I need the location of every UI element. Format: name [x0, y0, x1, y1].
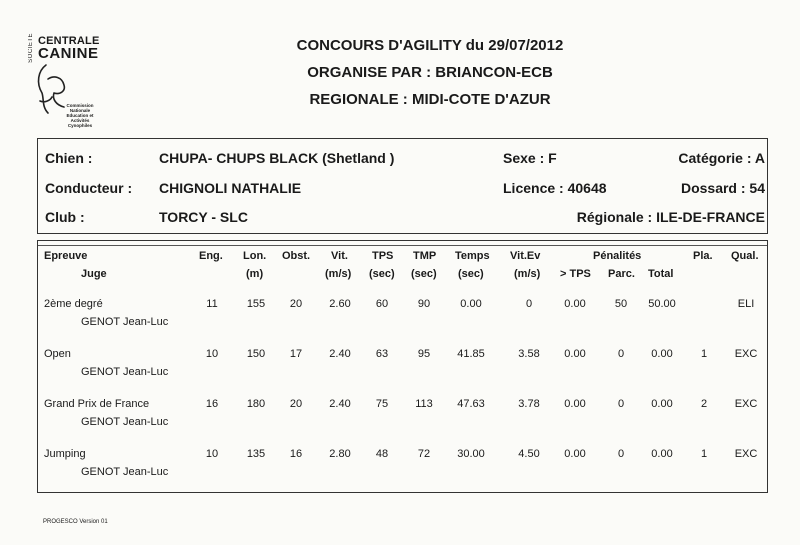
cell-tps: 48	[375, 448, 389, 460]
header-pen-parc: Parc.	[608, 268, 635, 280]
cell-eng: 11	[206, 298, 218, 310]
logo-vertical-text: SOCIETE	[28, 33, 34, 63]
cell-qual: ELI	[737, 298, 755, 310]
cell-obst: 20	[289, 298, 303, 310]
dog-category: Catégorie : A	[678, 150, 765, 166]
header-tmp: TMP	[413, 250, 437, 262]
header-pla: Pla.	[693, 250, 713, 262]
header-vitev-unit: (m/s)	[514, 268, 541, 280]
organizer-line: ORGANISE PAR : BRIANCON-ECB	[307, 64, 553, 81]
header-tmp-unit: (sec)	[411, 268, 437, 280]
cell-vit: 2.40	[329, 398, 351, 410]
row-epreuve: Jumping	[44, 448, 86, 460]
header-obst: Obst.	[282, 250, 311, 262]
header-divider	[38, 245, 767, 246]
cell-pla: 1	[700, 348, 708, 360]
cell-tmp: 95	[417, 348, 431, 360]
header-temps-unit: (sec)	[458, 268, 484, 280]
cell-vitev: 3.78	[518, 398, 540, 410]
header-penalites: Pénalités	[593, 250, 642, 262]
row-juge: GENOT Jean-Luc	[81, 316, 169, 328]
label-chien: Chien :	[45, 150, 93, 166]
logo-line1: CENTRALE	[38, 35, 100, 47]
row-epreuve: 2ème degré	[44, 298, 103, 310]
cell-pen-total: 0.00	[651, 398, 673, 410]
header-tps-unit: (sec)	[369, 268, 395, 280]
societe-centrale-canine-logo	[28, 33, 100, 135]
cell-vitev: 4.50	[518, 448, 540, 460]
dog-name: CHUPA- CHUPS BLACK (Shetland )	[159, 150, 395, 166]
handler-name: CHIGNOLI NATHALIE	[159, 180, 302, 196]
cell-eng: 16	[205, 398, 219, 410]
header-pen-tps: > TPS	[560, 268, 591, 280]
cell-lon: 155	[246, 298, 266, 310]
cell-tmp: 72	[417, 448, 431, 460]
cell-obst: 16	[289, 448, 303, 460]
cell-pen-total: 0.00	[651, 448, 673, 460]
header-pen-total: Total	[648, 268, 674, 280]
row-juge: GENOT Jean-Luc	[81, 416, 169, 428]
dog-sex: Sexe : F	[503, 150, 557, 166]
header-epreuve: Epreuve	[44, 250, 88, 262]
cell-eng: 10	[205, 348, 219, 360]
cell-qual: EXC	[734, 348, 758, 360]
cell-pen-tps: 0.00	[564, 448, 586, 460]
cell-temps: 41.85	[457, 348, 485, 360]
row-epreuve: Grand Prix de France	[44, 398, 150, 410]
cell-obst: 20	[289, 398, 303, 410]
header-temps: Temps	[455, 250, 490, 262]
software-version: PROGESCO Version 01	[43, 519, 108, 525]
header-eng: Eng.	[199, 250, 223, 262]
cell-temps: 47.63	[457, 398, 485, 410]
cell-pen-total: 0.00	[651, 348, 673, 360]
club-name: TORCY - SLC	[159, 209, 248, 225]
dog-regional: Régionale : ILE-DE-FRANCE	[576, 209, 765, 225]
cell-pen-tps: 0.00	[564, 298, 586, 310]
header-tps: TPS	[372, 250, 394, 262]
cell-vit: 2.40	[329, 348, 351, 360]
header-qual: Qual.	[731, 250, 759, 262]
cell-pen-parc: 0	[617, 448, 625, 460]
cell-vit: 2.60	[329, 298, 351, 310]
licence-number: Licence : 40648	[503, 180, 607, 196]
row-epreuve: Open	[44, 348, 71, 360]
cell-eng: 10	[205, 448, 219, 460]
cell-lon: 180	[246, 398, 266, 410]
cell-pen-parc: 0	[617, 398, 625, 410]
cell-vit: 2.80	[329, 448, 351, 460]
header-vitev: Vit.Ev	[510, 250, 541, 262]
cell-pen-tps: 0.00	[564, 348, 586, 360]
cell-pen-parc: 0	[617, 348, 625, 360]
cell-pen-total: 50.00	[648, 298, 676, 310]
cell-tmp: 113	[415, 398, 433, 410]
cell-qual: EXC	[734, 448, 758, 460]
label-club: Club :	[45, 209, 85, 225]
row-juge: GENOT Jean-Luc	[81, 366, 169, 378]
cell-lon: 135	[246, 448, 266, 460]
cell-temps: 0.00	[460, 298, 482, 310]
cell-pla: 1	[700, 448, 708, 460]
cell-pen-tps: 0.00	[564, 398, 586, 410]
header-juge: Juge	[81, 268, 107, 280]
cell-tps: 60	[375, 298, 389, 310]
label-conducteur: Conducteur :	[45, 180, 133, 196]
cell-tps: 75	[375, 398, 389, 410]
results-table	[37, 240, 768, 493]
header-lon-unit: (m)	[246, 268, 264, 280]
competition-title: CONCOURS D'AGILITY du 29/07/2012	[296, 37, 564, 54]
cell-vitev: 0	[525, 298, 533, 310]
cell-temps: 30.00	[457, 448, 485, 460]
cell-pen-parc: 50	[614, 298, 628, 310]
header-vit-unit: (m/s)	[325, 268, 352, 280]
dog-info-box	[37, 138, 768, 234]
logo-subtitle: Commission Nationale Education et Activités Cynophiles	[66, 103, 94, 128]
bib-number: Dossard : 54	[680, 180, 765, 196]
cell-tmp: 90	[417, 298, 431, 310]
cell-pla: 2	[700, 398, 708, 410]
cell-qual: EXC	[734, 398, 758, 410]
row-juge: GENOT Jean-Luc	[81, 466, 169, 478]
regional-line: REGIONALE : MIDI-COTE D'AZUR	[309, 91, 551, 108]
header-lon: Lon.	[243, 250, 267, 262]
cell-vitev: 3.58	[518, 348, 540, 360]
cell-obst: 17	[289, 348, 303, 360]
header-vit: Vit.	[331, 250, 348, 262]
logo-line2: CANINE	[38, 45, 99, 62]
cell-tps: 63	[375, 348, 389, 360]
cell-lon: 150	[246, 348, 266, 360]
